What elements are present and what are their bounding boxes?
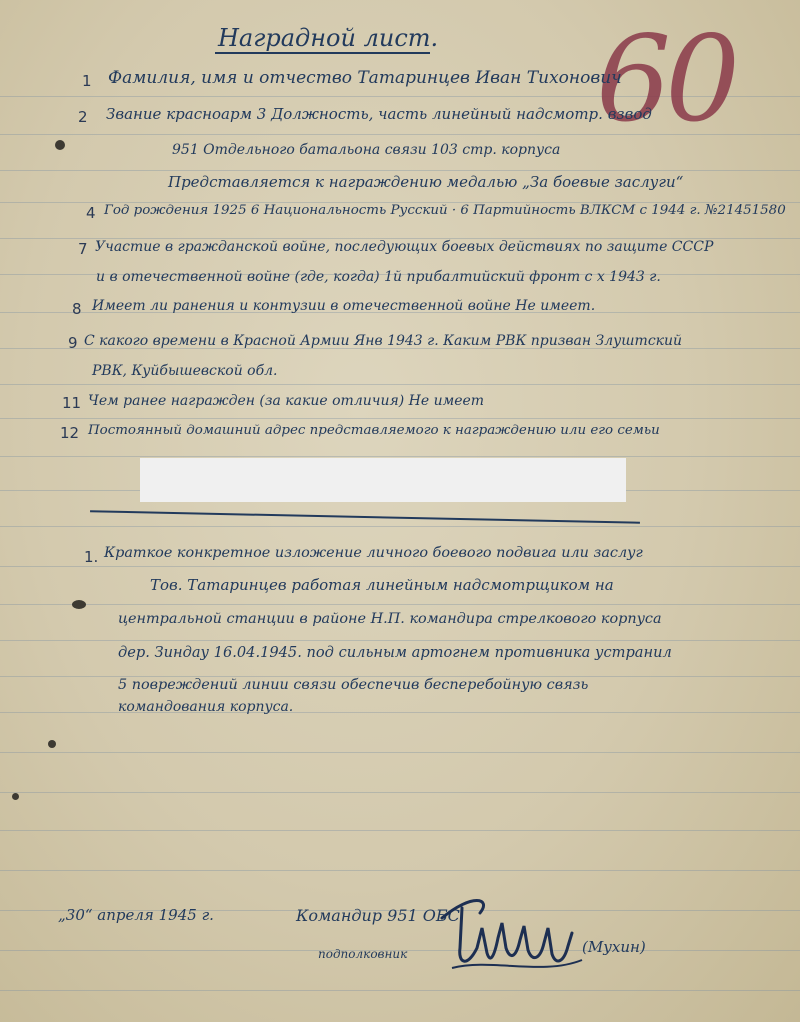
narrative-number: 1. [84, 548, 99, 566]
title-underline [215, 52, 430, 54]
narrative-line: центральной станции в районе Н.П. командира стрелкового корпуса [118, 611, 662, 627]
punch-hole [55, 140, 65, 150]
document-title: Наградной лист. [218, 24, 439, 52]
field-rank-position: Звание красноарм 3 Должность, часть линейный надсмотр. взвод [106, 105, 652, 123]
field-wounds: Имеет ли ранения и контузии в отечественной войне Не имеет. [92, 298, 596, 314]
narrative-heading: Краткое конкретное изложение личного боевого подвига или заслуг [104, 545, 643, 561]
field-unit: 951 Отдельного батальона связи 103 стр. корпуса [172, 142, 561, 158]
field-war-participation: Участие в гражданской войне, последующих боевых действиях по защите СССР [95, 239, 714, 255]
field-birth-nationality-party: Год рождения 1925 6 Национальность Русский · 6 Партийность ВЛКСМ с 1944 г. №21451580 [104, 203, 786, 218]
punch-hole [72, 600, 86, 609]
signature-label: подполковник [318, 947, 408, 961]
item-number: 11 [62, 394, 82, 412]
handwritten-signature [432, 888, 592, 988]
field-previous-awards: Чем ранее награжден (за какие отличия) Не имеет [88, 393, 485, 409]
section-separator [90, 510, 640, 524]
item-number: 1 [82, 72, 92, 90]
signature-name: (Мухин) [582, 938, 646, 956]
item-number: 4 [86, 204, 96, 222]
field-service-since: С какого времени в Красной Армии Янв 1943 г. Каким РВК призван Злуштский [84, 333, 683, 349]
field-award-nomination: Представляется к награждению медалью „За боевые заслуги“ [168, 173, 684, 191]
punch-hole [12, 793, 19, 800]
item-number: 12 [60, 424, 80, 442]
narrative-line: командования корпуса. [118, 699, 294, 715]
award-date: „30“ апреля 1945 г. [58, 906, 214, 924]
red-number-mark: 60 [596, 10, 735, 148]
item-number: 2 [78, 108, 88, 126]
narrative-line: 5 повреждений линии связи обеспечив бесперебойную связь [118, 677, 589, 693]
item-number: 9 [68, 334, 78, 352]
item-number: 8 [72, 300, 82, 318]
commander-title: Командир 951 ОБС [296, 906, 460, 925]
field-war-participation-cont: и в отечественной войне (где, когда) 1й прибалтийский фронт с х 1943 г. [96, 269, 661, 285]
punch-hole [48, 740, 56, 748]
field-full-name: Фамилия, имя и отчество Татаринцев Иван Тихонович [108, 68, 622, 88]
field-service-since-cont: РВК, Куйбышевской обл. [92, 363, 278, 379]
field-home-address: Постоянный домашний адрес представляемого к награждению или его семьи [88, 423, 660, 438]
narrative-line: Тов. Татаринцев работая линейным надсмотрщиком на [150, 576, 614, 594]
narrative-line: дер. Зиндау 16.04.1945. под сильным артогнем противника устранил [118, 644, 672, 661]
item-number: 7 [78, 240, 88, 258]
redacted-address-block [140, 458, 626, 502]
